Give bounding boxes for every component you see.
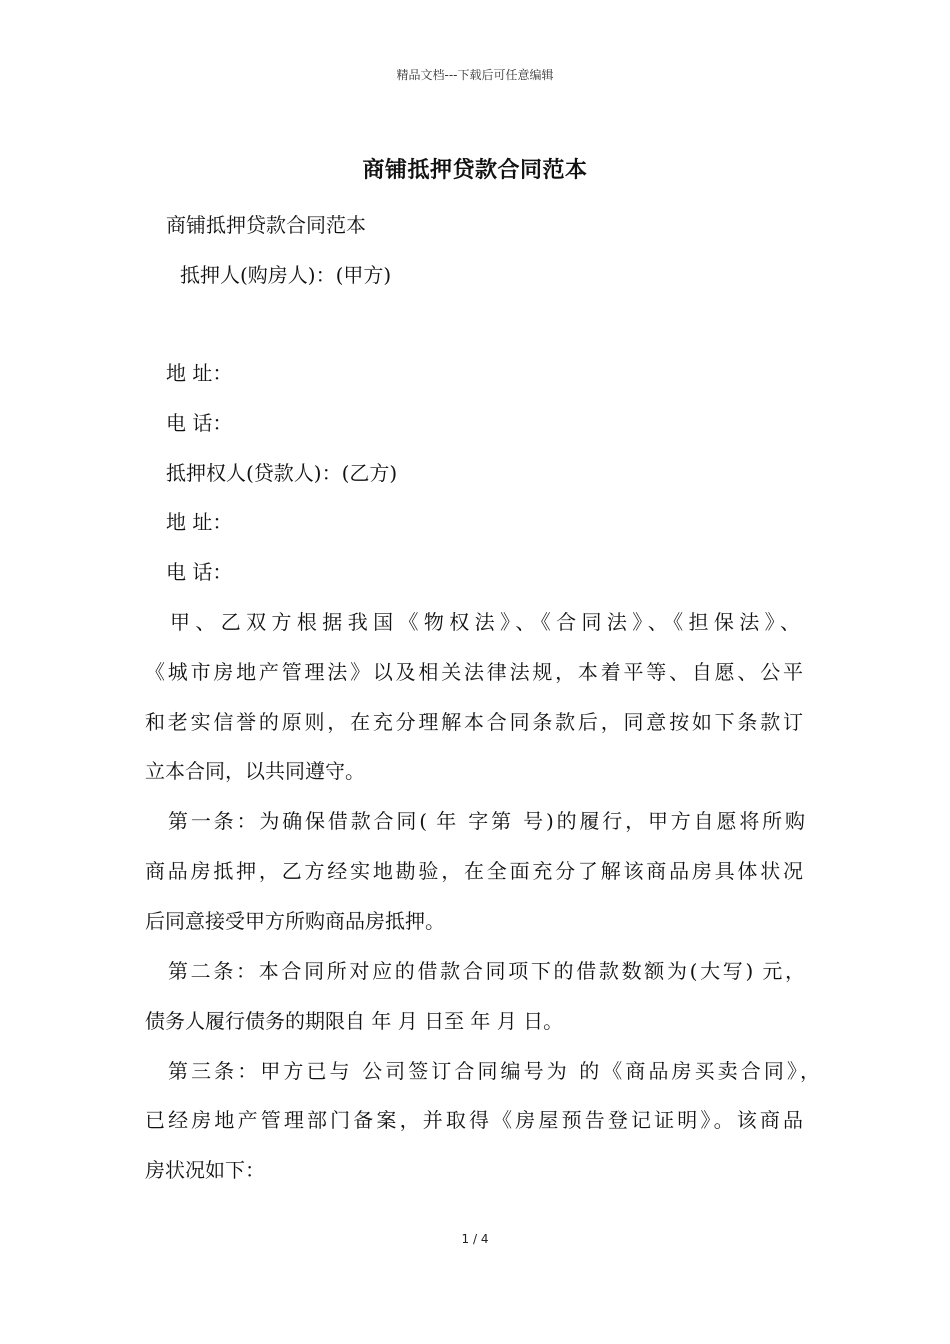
article-1-line-2: 商品房抵押，乙方经实地勘验，在全面充分了解该商品房具体状况 [145,859,803,883]
article-2-line-1: 第二条：本合同所对应的借款合同项下的借款数额为(大写) 元， [168,959,805,983]
article-2-line-2: 债务人履行债务的期限自 年 月 日至 年 月 日。 [145,1009,564,1033]
article-1-line-3: 后同意接受甲方所购商品房抵押。 [145,909,445,933]
preamble-line-4: 立本合同，以共同遵守。 [145,759,365,783]
article-1-line-1: 第一条：为确保借款合同( 年 字第 号)的履行，甲方自愿将所购 [168,809,805,833]
mortgagor-address-line: 地 址： [166,361,233,385]
document-title: 商铺抵押贷款合同范本 [362,158,588,183]
article-3-line-3: 房状况如下： [145,1158,265,1182]
mortgagee-line: 抵押权人(贷款人)：(乙方) [166,461,398,485]
article-3-line-1: 第三条：甲方已与 公司签订合同编号为 的《商品房买卖合同》， [168,1059,820,1083]
mortgagee-address-line: 地 址： [166,510,233,534]
mortgagor-phone-line: 电 话： [166,411,233,435]
subtitle-line: 商铺抵押贷款合同范本 [166,213,366,237]
mortgagor-line: 抵押人(购房人)：(甲方) [180,263,392,287]
mortgagee-phone-line: 电 话： [166,560,233,584]
preamble-line-3: 和老实信誉的原则，在充分理解本合同条款后，同意按如下条款订 [145,710,803,734]
header-note: 精品文档---下载后可任意编辑 [396,68,554,82]
preamble-line-1: 甲、乙双方根据我国《物权法》、《合同法》、《担保法》、 [170,610,800,634]
page-number: 1 / 4 [461,1232,489,1246]
article-3-line-2: 已经房地产管理部门备案，并取得《房屋预告登记证明》。该商品 [145,1108,803,1132]
preamble-line-2: 《城市房地产管理法》以及相关法律法规，本着平等、自愿、公平 [145,660,803,684]
